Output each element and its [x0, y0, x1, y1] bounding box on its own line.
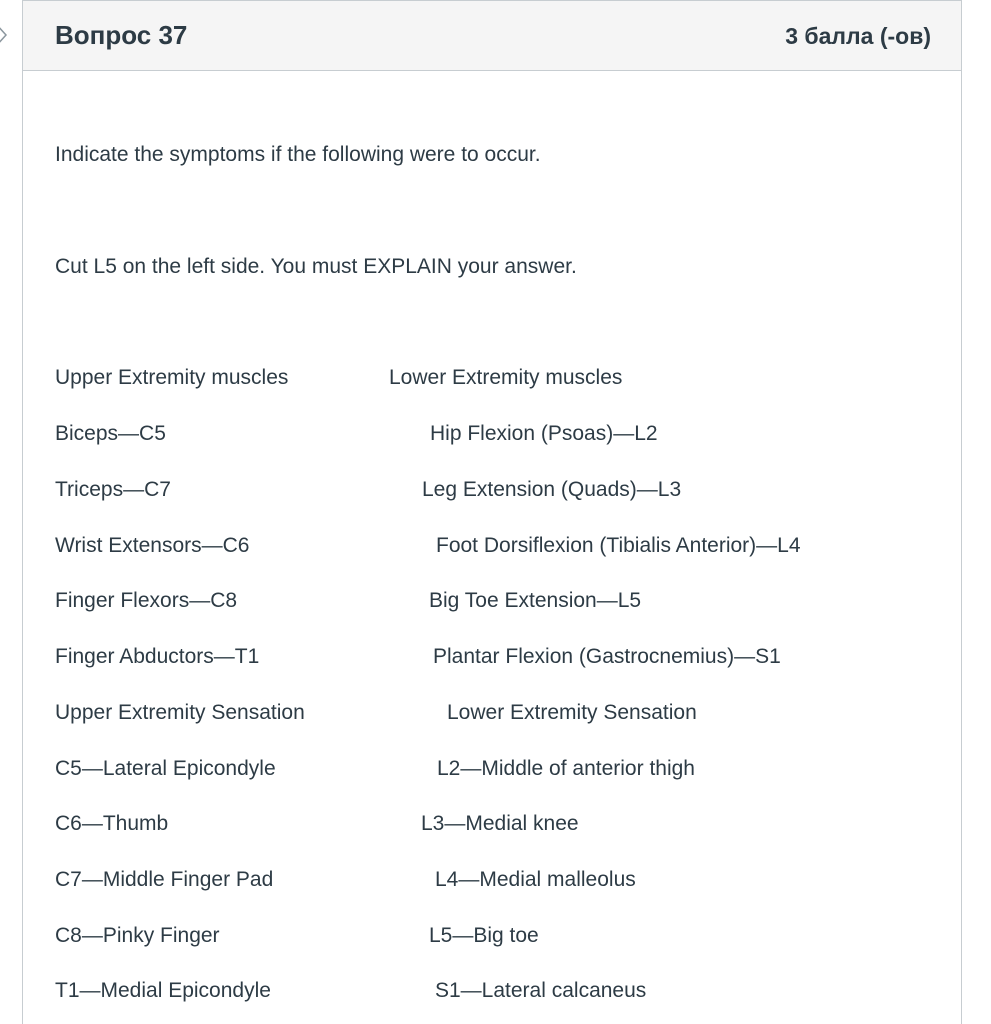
left-col-item: Wrist Extensors—C6 [55, 534, 250, 557]
right-col-item: Plantar Flexion (Gastrocnemius)—S1 [433, 645, 781, 668]
right-col-item: S1—Lateral calcaneus [435, 979, 647, 1002]
right-col-header-muscles: Lower Extremity muscles [389, 366, 623, 389]
left-col-item: Finger Flexors—C8 [55, 589, 238, 612]
right-col-item: Big Toe Extension—L5 [429, 589, 642, 612]
question-instruction: Cut L5 on the left side. You must EXPLAIN your answer. [55, 255, 577, 278]
left-col-header-muscles: Upper Extremity muscles [55, 366, 289, 389]
left-col-item: C6—Thumb [55, 812, 169, 835]
question-points: 3 балла (-ов) [785, 23, 931, 49]
right-col-item: L5—Big toe [429, 924, 539, 947]
left-col-item: T1—Medial Epicondyle [55, 979, 271, 1002]
chevron-right-icon[interactable] [0, 22, 8, 48]
right-col-header-sensation: Lower Extremity Sensation [447, 701, 697, 724]
question-card [22, 0, 962, 1024]
right-col-item: Hip Flexion (Psoas)—L2 [430, 422, 658, 445]
left-col-header-sensation: Upper Extremity Sensation [55, 701, 305, 724]
left-col-item: C7—Middle Finger Pad [55, 868, 274, 891]
right-col-item: L4—Medial malleolus [435, 868, 636, 891]
question-prompt: Indicate the symptoms if the following were to occur. [55, 143, 541, 166]
left-col-item: Triceps—C7 [55, 478, 171, 501]
right-col-item: L3—Medial knee [421, 812, 579, 835]
left-col-item: Finger Abductors—T1 [55, 645, 260, 668]
right-col-item: Foot Dorsiflexion (Tibialis Anterior)—L4 [436, 534, 801, 557]
left-col-item: C5—Lateral Epicondyle [55, 757, 276, 780]
right-col-item: Leg Extension (Quads)—L3 [422, 478, 682, 501]
left-col-item: Biceps—C5 [55, 422, 166, 445]
right-col-item: L2—Middle of anterior thigh [437, 757, 695, 780]
left-col-item: C8—Pinky Finger [55, 924, 220, 947]
question-header [23, 1, 961, 71]
question-title: Вопрос 37 [55, 20, 188, 50]
